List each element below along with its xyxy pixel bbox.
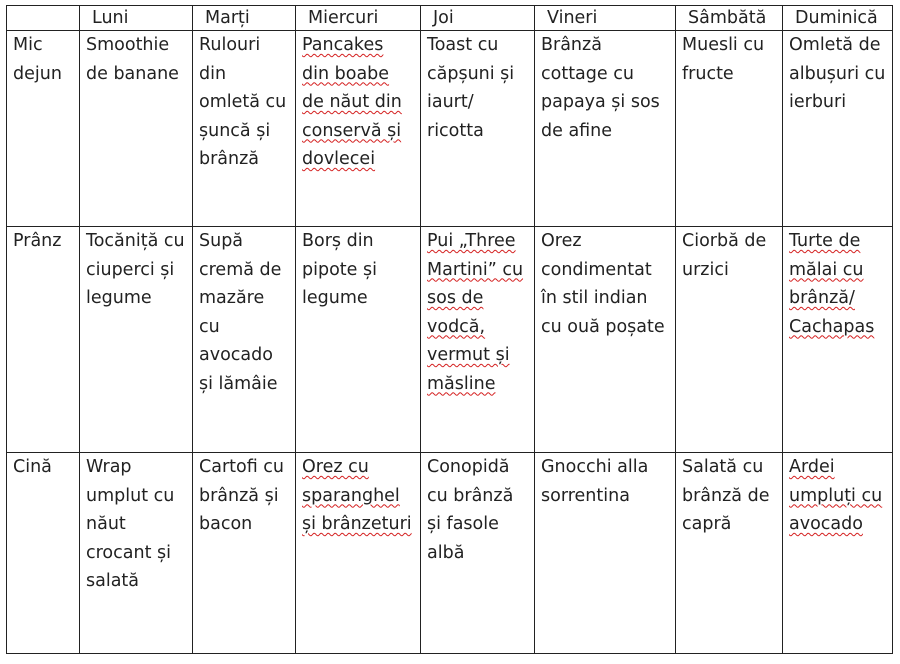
meal-cell: Rulouri din omletă cu șuncă și brânză xyxy=(193,31,296,227)
corner-cell xyxy=(7,6,80,31)
meal-cell: Orez cu sparanghel și brânzeturi xyxy=(296,453,421,654)
day-header: Luni xyxy=(80,6,193,31)
header-row xyxy=(7,6,893,31)
day-header: Duminică xyxy=(783,6,893,31)
meal-label: Mic dejun xyxy=(7,31,80,227)
day-header: Marți xyxy=(193,6,296,31)
meal-label: Prânz xyxy=(7,227,80,453)
meal-cell: Pancakes din boabe de năut din conservă și dovlecei xyxy=(296,31,421,227)
meal-cell: Wrap umplut cu năut crocant și salată xyxy=(80,453,193,654)
meal-cell: Toast cu căpșuni și iaurt/ ricotta xyxy=(421,31,535,227)
day-header: Joi xyxy=(421,6,535,31)
day-header: Miercuri xyxy=(296,6,421,31)
meal-cell: Ciorbă de urzici xyxy=(676,227,783,453)
meal-cell: Brânză cottage cu papaya și sos de afine xyxy=(535,31,676,227)
meal-cell: Gnocchi alla sorrentina xyxy=(535,453,676,654)
meal-cell: Tocăniță cu ciuperci și legume xyxy=(80,227,193,453)
meal-label: Cină xyxy=(7,453,80,654)
day-header: Sâmbătă xyxy=(676,6,783,31)
meal-row xyxy=(7,453,893,654)
meal-cell: Salată cu brânză de capră xyxy=(676,453,783,654)
meal-cell: Conopidă cu brânză și fasole albă xyxy=(421,453,535,654)
meal-cell: Ardei umpluți cu avocado xyxy=(783,453,893,654)
meal-row xyxy=(7,227,893,453)
meal-cell: Omletă de albușuri cu ierburi xyxy=(783,31,893,227)
meal-cell: Borș din pipote și legume xyxy=(296,227,421,453)
meal-cell: Muesli cu fructe xyxy=(676,31,783,227)
meal-cell: Orez condimentat în stil indian cu ouă poșate xyxy=(535,227,676,453)
meal-cell: Supă cremă de mazăre cu avocado și lămâie xyxy=(193,227,296,453)
meal-row xyxy=(7,31,893,227)
meal-cell: Pui „Three Martini” cu sos de vodcă, vermut și măsline xyxy=(421,227,535,453)
day-header: Vineri xyxy=(535,6,676,31)
meal-cell: Smoothie de banane xyxy=(80,31,193,227)
meal-cell: Cartofi cu brânză și bacon xyxy=(193,453,296,654)
meal-cell: Turte de mălai cu brânză/ Cachapas xyxy=(783,227,893,453)
meal-plan-table xyxy=(6,5,893,654)
